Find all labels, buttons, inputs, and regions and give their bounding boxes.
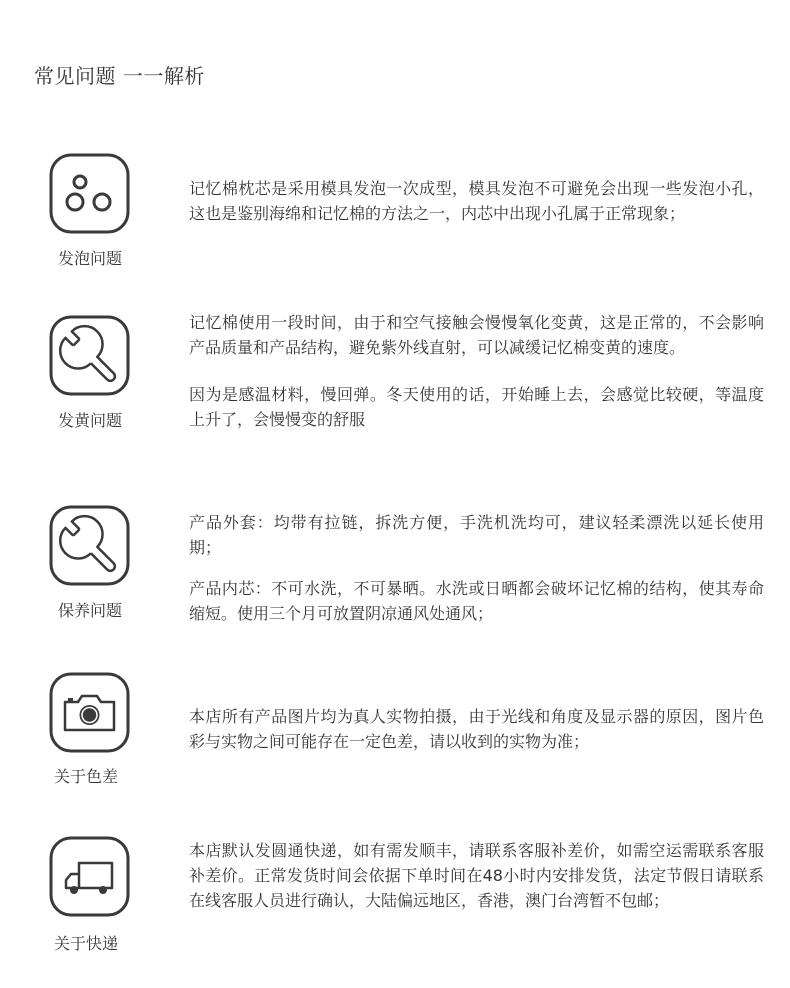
section-paragraph: 因为是感温材料，慢回弹。冬天使用的话，开始睡上去，会感觉比较硬，等温度上升了，会慢慢变的舒服: [189, 385, 764, 429]
camera-icon: [49, 672, 130, 753]
section-paragraph: 本店所有产品图片均为真人实物拍摄，由于光线和角度及显示器的原因，图片色彩与实物之间可能存在一定色差，请以收到的实物为准；: [189, 707, 764, 751]
page-title: 常见问题 一一解析: [34, 64, 205, 88]
truck-icon: [49, 836, 130, 917]
section-caption: 保养问题: [57, 601, 122, 620]
section-paragraph: 记忆棉使用一段时间，由于和空气接触会慢慢氧化变黄，这是正常的，不会影响产品质量和产品结构，避免紫外线直射，可以减缓记忆棉变黄的速度。: [189, 313, 764, 357]
section-paragraph: 记忆棉枕芯是采用模具发泡一次成型，模具发泡不可避免会出现一些发泡小孔，这也是鉴别海绵和记忆棉的方法之一，内芯中出现小孔属于正常现象；: [189, 179, 764, 223]
section-caption: 发泡问题: [57, 249, 122, 268]
section-caption: 关于快递: [53, 934, 118, 953]
wrench-icon: [49, 505, 130, 586]
section-paragraph: 本店默认发圆通快递，如有需发顺丰，请联系客服补差价，如需空运需联系客服补差价。正常发货时间会依据下单时间在48小时内安排发货，法定节假日请联系在线客服人员进行确认，大陆偏远地区，香港，澳门台湾暂不包邮；: [189, 841, 764, 910]
bubbles-icon: [49, 153, 130, 234]
wrench-icon: [49, 315, 130, 396]
section-paragraph: 产品外套：均带有拉链，拆洗方便，手洗机洗均可，建议轻柔漂洗以延长使用期；: [189, 513, 764, 557]
section-caption: 发黄问题: [57, 411, 122, 430]
section-paragraph: 产品内芯：不可水洗，不可暴晒。水洗或日晒都会破坏记忆棉的结构，使其寿命缩短。使用三个月可放置阴凉通风处通风；: [189, 579, 764, 623]
section-caption: 关于色差: [53, 767, 118, 786]
